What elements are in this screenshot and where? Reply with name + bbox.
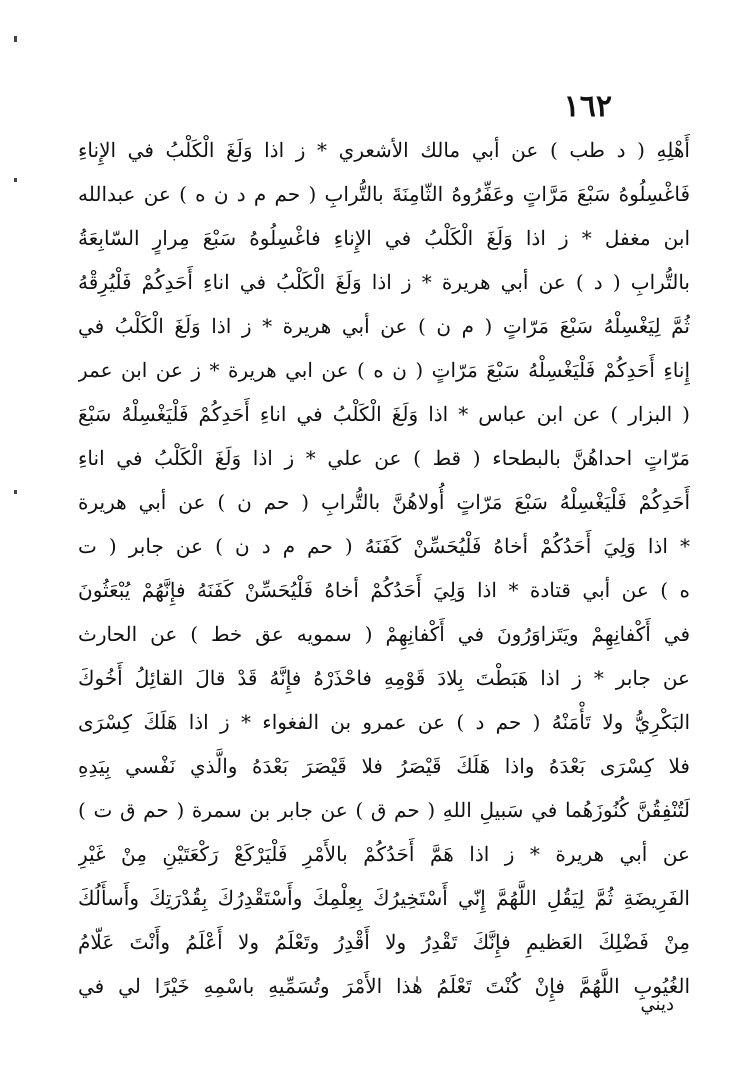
- text-line: * اذا وَلِيَ أَحَدُكُمْ أخاهُ فَلْيُحَسِّنْ كَفَنَهُ ( حم م د ن ) عن جابر ( ت: [78, 534, 690, 558]
- text-line: عن أبي هريرة * ز اذا هَمَّ أَحَدُكُمْ بالأَمْرِ فَلْيَرْكَعْ رَكْعَتَيْنِ مِنْ غَيْرِ: [78, 842, 690, 866]
- text-line: لَتُنْفِقُنَّ كُنُوزَهُما في سَبيلِ اللهِ ( حم ق ) عن جابر بن سمرة ( حم ق ت ): [78, 798, 690, 822]
- text-line: فَاغْسِلُوهُ سَبْعَ مَرَّاتٍ وعَفِّرُوهُ الثّامِنَةَ بالتُّرابِ ( حم م د ن ه ) عن عبدالله: [78, 182, 690, 206]
- text-line: عن جابر * ز اذا هَبَطْتَ بِلادَ قَوْمِهِ فاحْذَرْهُ فإِنَّهُ قَدْ قالَ القائِلُ أَخُوكَ: [78, 666, 690, 690]
- text-line: في أَكْفانِهِمْ ويَتَزاوَرُونَ في أَكْفانِهِمْ ( سمويه عق خط ) عن الحارث: [78, 622, 690, 646]
- text-line: مِنْ فَضْلِكَ العَظيمِ فإِنَّكَ تَقْدِرُ ولا أَقْدِرُ وتَعْلَمُ ولا أَعْلَمُ وأَنْتَ عَلّامُ: [78, 930, 690, 954]
- margin-mark: [14, 490, 17, 494]
- text-line: البَكْرِيُّ ولا تَأْمَنْهُ ( حم د ) عن عمرو بن الفغواء * ز اذا هَلَكَ كِسْرَى: [78, 710, 690, 734]
- text-line: ( البزار ) عن ابن عباس * اذا وَلَغَ الْكَلْبُ في اناءِ أَحَدِكُمْ فَلْيَغْسِلْهُ سَبْعَ: [78, 402, 690, 426]
- body-text: [78, 128, 690, 1008]
- text-line: ابن مغفل * ز اذا وَلَغَ الْكَلْبُ في الإِناءِ فاغْسِلُوهُ سَبْعَ مِرارٍ السّابِعَةُ: [78, 226, 690, 250]
- text-line: ثُمَّ لِيَغْسِلْهُ سَبْعَ مَرّاتٍ ( م ن ) عن أبي هريرة * ز اذا وَلَغَ الْكَلْبُ في: [78, 314, 690, 338]
- text-line: أَحَدِكُمْ فَلْيَغْسِلْهُ سَبْعَ مَرّاتٍ أُولاهُنَّ بالتُّرابِ ( حم ن ) عن أبي هريرة: [78, 490, 690, 514]
- text-line: الغُيُوبِ اللَّهُمَّ فإِنْ كُنْتَ تَعْلَمُ هٰذا الأَمْرَ وتُسَمِّيهِ باسْمِهِ خَيْرًا لي في: [78, 974, 690, 998]
- catchword: ديني: [640, 994, 674, 1015]
- margin-mark: [14, 36, 17, 42]
- page-number: ١٦٢: [563, 89, 612, 124]
- margin-mark: [14, 178, 17, 182]
- text-line: أَهْلِهِ ( د طب ) عن أبي مالك الأشعري * ز اذا وَلَغَ الْكَلْبُ في الإِناءِ: [78, 138, 690, 162]
- text-line: الفَرِيضَةِ ثُمَّ لِيَقُلِ اللَّهُمَّ إِنّي أَسْتَخِيرُكَ بِعِلْمِكَ وأَسْتَقْدِرُكَ بِقُدْرَتِكَ وأَسأَلُكَ: [78, 886, 690, 910]
- text-line: مَرّاتٍ احداهُنَّ بالبطحاء ( قط ) عن علي * ز اذا وَلَغَ الْكَلْبُ في اناءِ: [78, 446, 690, 470]
- text-line: إِناءِ أَحَدِكُمْ فَلْيَغْسِلْهُ سَبْعَ مَرّاتٍ ( ن ه ) عن ابي هريرة * ز عن ابن عمر: [78, 358, 690, 382]
- text-line: فلا كِسْرَى بَعْدَهُ واذا هَلَكَ قَيْصَرُ فلا قَيْصَرَ بَعْدَهُ والَّذي نَفْسي بِيَدِهِ: [78, 754, 690, 778]
- text-line: بالتُّرابِ ( د ) عن أبي هريرة * ز اذا وَلَغَ الْكَلْبُ في اناءِ أَحَدِكُمْ فَلْيُرِقْهُ: [78, 270, 690, 294]
- text-line: ه ) عن أبي قتادة * اذا وَلِيَ أَحَدُكُمْ أخاهُ فَلْيُحَسِّنْ كَفَنَهُ فإِنَّهُمْ يُبْعَثُونَ: [78, 578, 690, 602]
